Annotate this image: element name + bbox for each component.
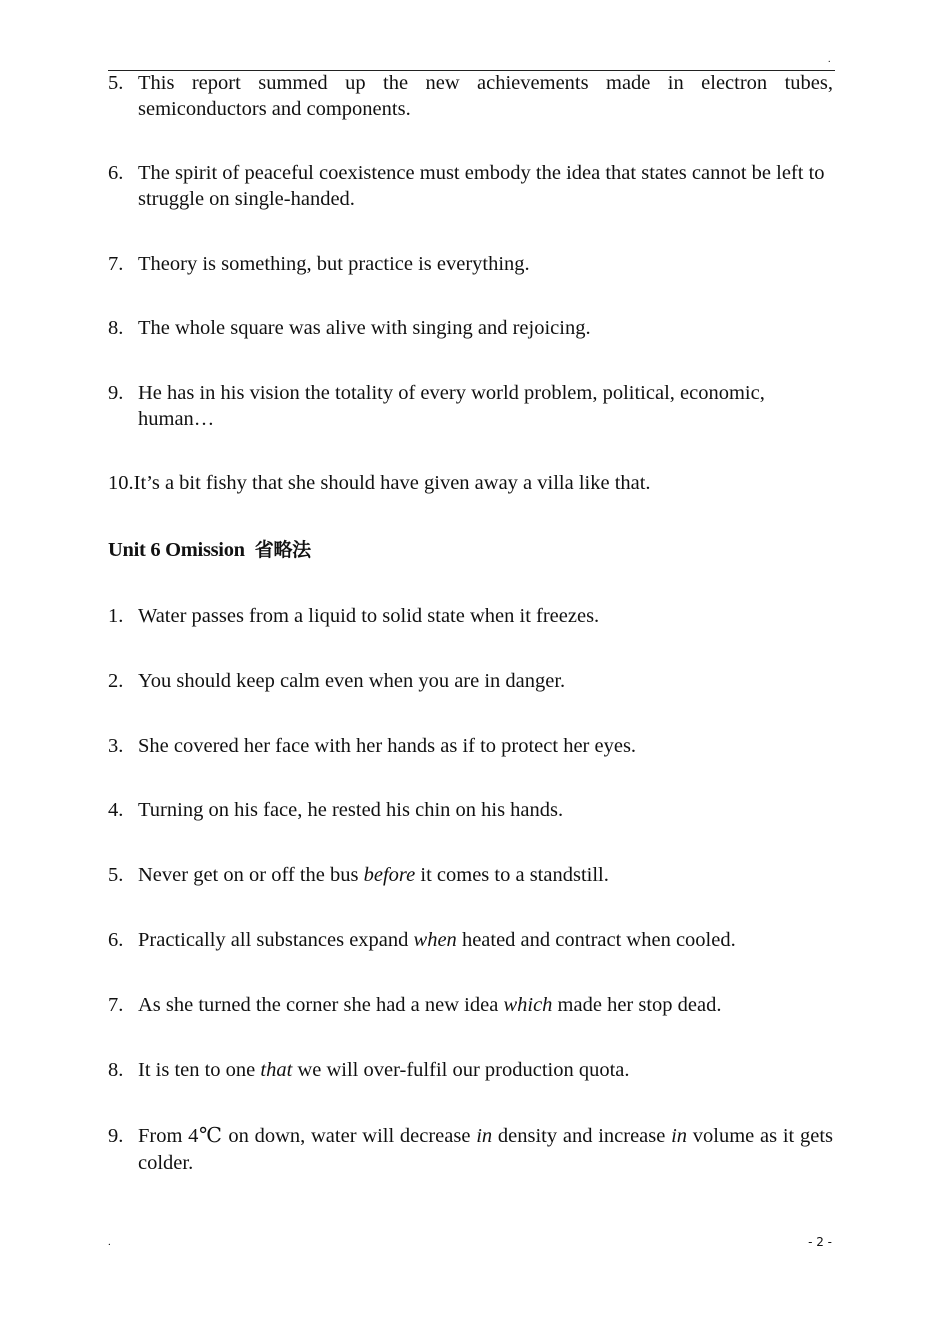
header-dot: .: [828, 54, 831, 65]
item-number: 9.: [108, 382, 124, 404]
item-number: 8.: [108, 317, 124, 339]
list-item: [108, 992, 833, 1018]
italic-word: in: [476, 1125, 493, 1147]
list-item: [108, 251, 833, 277]
item-text: The spirit of peaceful coexistence must embody the idea that states cannot be left to struggle on single-handed.: [138, 162, 825, 210]
item-text: This report summed up the new achievements made in electron tubes, semiconductors and components.: [138, 72, 833, 120]
item-number: 2.: [108, 670, 124, 692]
item-text: She covered her face with her hands as if to protect her eyes.: [138, 735, 637, 757]
item-text: It is ten to one that we will over-fulfil our production quota.: [138, 1059, 630, 1081]
list-item: [108, 733, 833, 759]
item-number: 3.: [108, 735, 124, 757]
section-title: Unit 6 Omission: [108, 539, 245, 561]
item-text: From 4℃ on down, water will decrease in density and increase in volume as it gets colder.: [138, 1125, 834, 1174]
list-item: [108, 668, 833, 694]
item-number: 7.: [108, 994, 124, 1016]
list-item: [108, 160, 833, 212]
list-item: [108, 927, 833, 953]
item-number: 4.: [108, 799, 124, 821]
italic-word: which: [503, 994, 553, 1016]
item-text: He has in his vision the totality of every world problem, political, economic, human…: [138, 382, 765, 430]
section-title-cn: 省略法: [254, 539, 311, 561]
italic-word: that: [260, 1059, 293, 1081]
item-text: Theory is something, but practice is everything.: [138, 253, 530, 275]
item-number: 9.: [108, 1125, 124, 1147]
list-item: [108, 1057, 833, 1083]
item-text: Practically all substances expand when heated and contract when cooled.: [138, 929, 736, 951]
list-item: [108, 315, 833, 341]
footer-dot: .: [108, 1236, 111, 1248]
item-text: You should keep calm even when you are in danger.: [138, 670, 566, 692]
list-item: [108, 603, 833, 629]
item-text: Never get on or off the bus before it comes to a standstill.: [138, 864, 609, 886]
list-item: [108, 797, 833, 823]
item-text: The whole square was alive with singing and rejoicing.: [138, 317, 591, 339]
item-text: Water passes from a liquid to solid state when it freezes.: [138, 605, 600, 627]
item-number: 6.: [108, 929, 124, 951]
list-item: [108, 70, 833, 122]
item-number: 1.: [108, 605, 124, 627]
italic-word: in: [671, 1125, 688, 1147]
item-text: 10.It’s a bit fishy that she should have given away a villa like that.: [108, 472, 651, 494]
item-text: As she turned the corner she had a new idea which made her stop dead.: [138, 994, 722, 1016]
list-item: [108, 470, 833, 496]
item-number: 7.: [108, 253, 124, 275]
item-number: 8.: [108, 1059, 124, 1081]
list-item: [108, 862, 833, 888]
item-number: 6.: [108, 162, 124, 184]
item-text: Turning on his face, he rested his chin on his hands.: [138, 799, 564, 821]
italic-word: before: [363, 864, 416, 886]
item-number: 5.: [108, 72, 124, 94]
list-item: [108, 380, 833, 432]
page-number: - 2 -: [808, 1235, 832, 1249]
item-number: 5.: [108, 864, 124, 886]
italic-word: when: [413, 929, 457, 951]
section-heading: [108, 536, 311, 564]
list-item: [108, 1123, 833, 1177]
